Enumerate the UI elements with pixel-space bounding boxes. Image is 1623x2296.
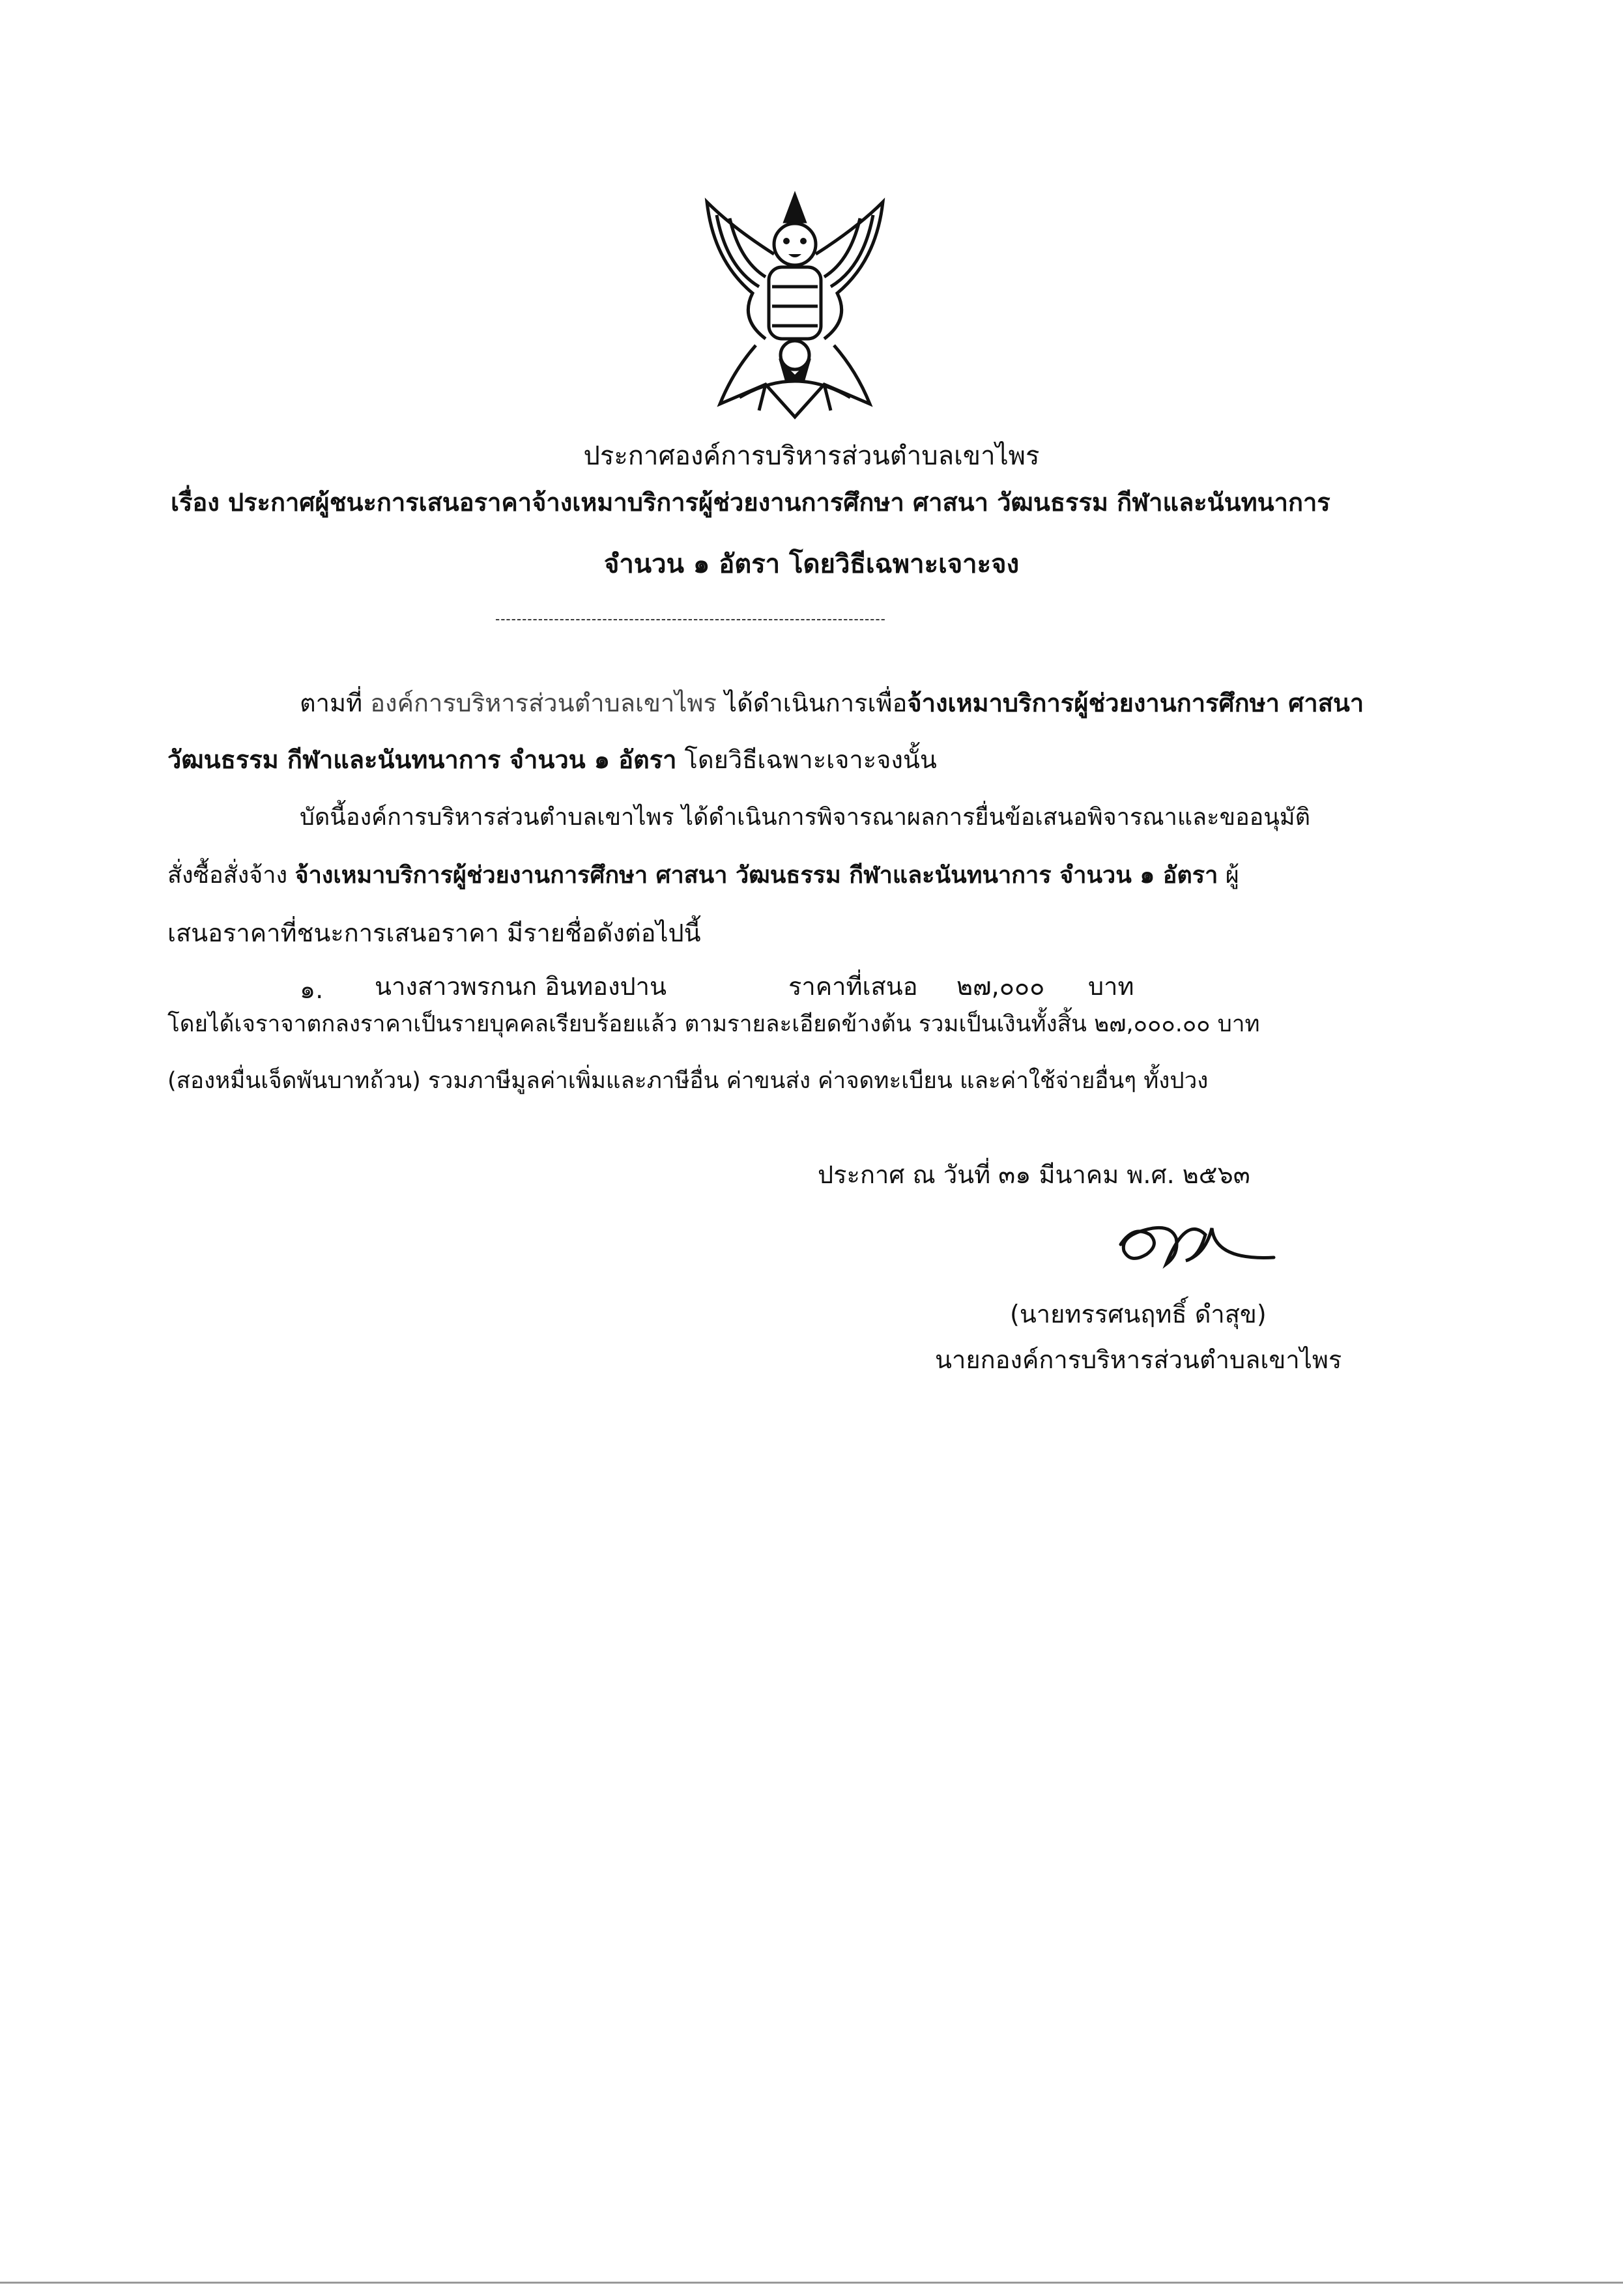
p2-text-b: สั่งซื้อสั่งจ้าง: [167, 862, 295, 889]
price-unit: บาท: [1088, 972, 1134, 1001]
winner-price: ๒๗,๐๐๐: [956, 972, 1045, 1001]
header-divider: -------------------------------------------------------------------------: [495, 611, 886, 627]
garuda-emblem-icon: [694, 189, 896, 427]
p2-subject: จ้างเหมาบริการผู้ช่วยงานการศึกษา ศาสนา วัฒนธรรม กีฬาและนันทนาการ จำนวน ๑ อัตรา: [294, 862, 1218, 889]
p2-text-d: ผู้: [1218, 862, 1239, 889]
paragraph-3-line-2: (สองหมื่นเจ็ดพันบาทถ้วน) รวมภาษีมูลค่าเพิ่มและภาษีอื่น ค่าขนส่ง ค่าจดทะเบียน และค่าใช้จ่ายอื่นๆ ทั้งปวง: [167, 1068, 1209, 1094]
p1-organization: องค์การบริหารส่วนตำบลเขาไพร: [370, 689, 717, 717]
subject-line-2: จำนวน ๑ อัตรา โดยวิธีเฉพาะเจาะจง: [603, 549, 1020, 579]
handwritten-signature-icon: [1108, 1209, 1284, 1287]
scan-edge-line: [0, 2282, 1623, 2284]
winner-name: นางสาวพรกนก อินทองปาน: [375, 972, 667, 1001]
p1-text-c: ได้ดำเนินการเพื่อ: [716, 689, 908, 717]
subject-prefix: เรื่อง: [171, 488, 229, 517]
p1-text-a: ตามที่: [300, 689, 371, 717]
paragraph-3-line-1: โดยได้เจราจาตกลงราคาเป็นรายบุคคลเรียบร้อยแล้ว ตามรายละเอียดข้างต้น รวมเป็นเงินทั้งสิ้น ๒๗,๐๐๐.๐๐ บาท: [167, 1011, 1260, 1037]
subject-text: ประกาศผู้ชนะการเสนอราคาจ้างเหมาบริการผู้ช่วยงานการศึกษา ศาสนา วัฒนธรรม กีฬาและนันทนาการ: [228, 488, 1330, 517]
paragraph-2-line-3: เสนอราคาที่ชนะการเสนอราคา มีรายชื่อดังต่อไปนี้: [167, 919, 701, 947]
p1-subject-cont: วัฒนธรรม กีฬาและนันทนาการ จำนวน ๑ อัตรา: [167, 745, 677, 774]
signer-name: (นายทรรศนฤทธิ์ ดำสุข): [1010, 1300, 1267, 1328]
price-label: ราคาที่เสนอ: [788, 972, 918, 1001]
paragraph-1-line-2: [167, 747, 937, 772]
winner-number: ๑.: [300, 975, 324, 1004]
announcement-issuer: ประกาศองค์การบริหารส่วนตำบลเขาไพร: [583, 441, 1040, 471]
paragraph-2-line-2: [167, 864, 1239, 887]
paragraph-2-line-1: บัดนี้องค์การบริหารส่วนตำบลเขาไพร ได้ดำเนินการพิจารณาผลการยื่นข้อเสนอพิจารณาและขออนุมัติ: [300, 804, 1311, 831]
p1-text-f: โดยวิธีเฉพาะเจาะจงนั้น: [676, 745, 937, 774]
p1-subject: จ้างเหมาบริการผู้ช่วยงานการศึกษา ศาสนา: [907, 689, 1364, 717]
subject-line: [171, 490, 1330, 515]
paragraph-1-line-1: [300, 691, 1364, 715]
signer-title: นายกองค์การบริหารส่วนตำบลเขาไพร: [935, 1345, 1342, 1374]
announcement-date: ประกาศ ณ วันที่ ๓๑ มีนาคม พ.ศ. ๒๕๖๓: [818, 1160, 1250, 1189]
